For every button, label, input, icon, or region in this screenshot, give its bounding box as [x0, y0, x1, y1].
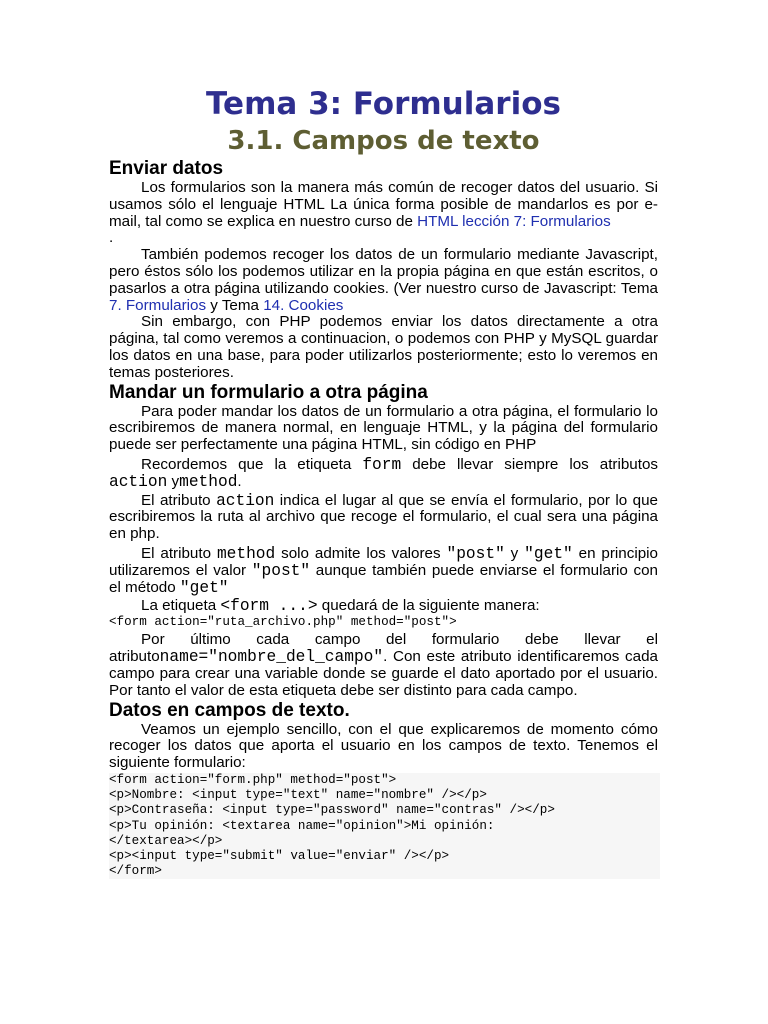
section-heading-enviar-datos: Enviar datos	[109, 158, 224, 179]
page-title: Tema 3: Formularios	[206, 86, 561, 122]
paragraph: .	[109, 229, 114, 247]
paragraph-text: indica el lugar al que se envía el formulario, por lo que escribiremos la ruta al archivo que recoge el formulario, el cual sera una página en php.	[109, 491, 658, 543]
section-heading-datos-campos: Datos en campos de texto.	[109, 699, 350, 721]
paragraph-text: en principio utilizaremos el valor	[109, 544, 658, 579]
inline-code: "post"	[446, 544, 505, 563]
code-line: <form action="ruta_archivo.php" method="post">	[109, 615, 457, 630]
code-line: </textarea></p>	[109, 833, 223, 848]
code-block	[109, 773, 660, 879]
paragraph: Veamos un ejemplo sencillo, con el que explicaremos de momento cómo recoger los datos que aporta el usuario en los campos de texto. Tenemos el siguiente formulario:	[109, 720, 658, 772]
paragraph	[109, 247, 658, 314]
page-subtitle: 3.1. Campos de texto	[227, 126, 540, 156]
paragraph	[109, 493, 658, 543]
paragraph-text: debe llevar siempre los atributos	[401, 455, 659, 473]
paragraph	[109, 632, 658, 699]
paragraph-text: Los formularios son la manera más común de recoger datos del usuario. Si usamos sólo el lenguaje HTML La única forma posible de mandarlos es por e-mail, tal como se explica en nuestro curso de	[109, 179, 658, 230]
code-line: </form>	[109, 864, 162, 879]
paragraph-text: La etiqueta	[141, 597, 221, 615]
code-line: <form action="form.php" method="post">	[109, 772, 397, 787]
code-line: <p><input type="submit" value="enviar" /></p>	[109, 848, 450, 863]
paragraph-text: Por último cada campo del formulario debe llevar el atributo	[109, 631, 658, 666]
inline-code: <form ...>	[220, 597, 318, 616]
link-cookies[interactable]: 14. Cookies	[263, 296, 344, 314]
paragraph-text: quedará de la siguiente manera:	[317, 597, 540, 615]
code-line: <p>Nombre: <input type="text" name="nombre" /></p>	[109, 788, 487, 803]
inline-code: method	[216, 544, 276, 563]
paragraph-text: solo admite los valores	[275, 544, 447, 562]
paragraph: Sin embargo, con PHP podemos enviar los datos directamente a otra página, tal como veremos a continuacion, o podemos con PHP y MySQL guardar los datos en una base, para poder utilizarlos posteriormente; esto lo veremos en temas posteriores.	[109, 313, 658, 381]
paragraph-text: También podemos recoger los datos de un formulario mediante Javascript, pero éstos sólo los podemos utilizar en la propia página en que están escritos, o pasarlos a otra página utilizando cookies. (Ver nuestro curso de Javascript: Tema	[109, 246, 658, 297]
paragraph-text: El atributo	[141, 544, 217, 562]
paragraph-text: .	[237, 472, 242, 490]
paragraph	[109, 457, 658, 491]
paragraph-text: . Con este atributo identificaremos cada campo para crear una variable donde se guarde el dato aportado por el usuario. Por tanto el valor de esta etiqueta debe ser distinto para cada campo.	[109, 648, 658, 699]
link-formularios[interactable]: 7. Formularios	[109, 296, 207, 314]
paragraph-text: y	[504, 544, 525, 562]
paragraph-text: y Tema	[206, 296, 264, 314]
paragraph	[109, 180, 658, 230]
inline-code: action	[216, 491, 275, 510]
inline-code: form	[362, 455, 402, 474]
link-html-leccion-7[interactable]: HTML lección 7: Formularios	[417, 212, 611, 230]
paragraph: Para poder mandar los datos de un formulario a otra página, el formulario lo escribiremos de manera normal, en lenguaje HTML, y la página del formulario puede ser perfectamente una página HTML, sin código en PHP	[109, 402, 658, 454]
document-content	[109, 84, 658, 879]
paragraph-text: aunque también puede enviarse el formulario con el método	[109, 561, 658, 596]
inline-code: action	[109, 472, 168, 491]
paragraph-text: Recordemos que la etiqueta	[141, 455, 363, 473]
paragraph-text: y	[167, 472, 180, 490]
code-line: <p>Tu opinión: <textarea name="opinion">Mi opinión:	[109, 818, 495, 833]
inline-code: "get"	[524, 544, 573, 563]
paragraph	[109, 598, 658, 615]
paragraph	[109, 546, 658, 596]
inline-code: name="nombre_del_campo"	[159, 648, 384, 667]
inline-code: "get"	[179, 578, 229, 597]
paragraph-text: El atributo	[141, 491, 217, 509]
inline-code: "post"	[251, 561, 311, 580]
inline-code: method	[179, 472, 238, 491]
code-line: <p>Contraseña: <input type="password" name="contras" /></p>	[109, 803, 555, 818]
section-heading-mandar-formulario: Mandar un formulario a otra página	[109, 381, 428, 403]
